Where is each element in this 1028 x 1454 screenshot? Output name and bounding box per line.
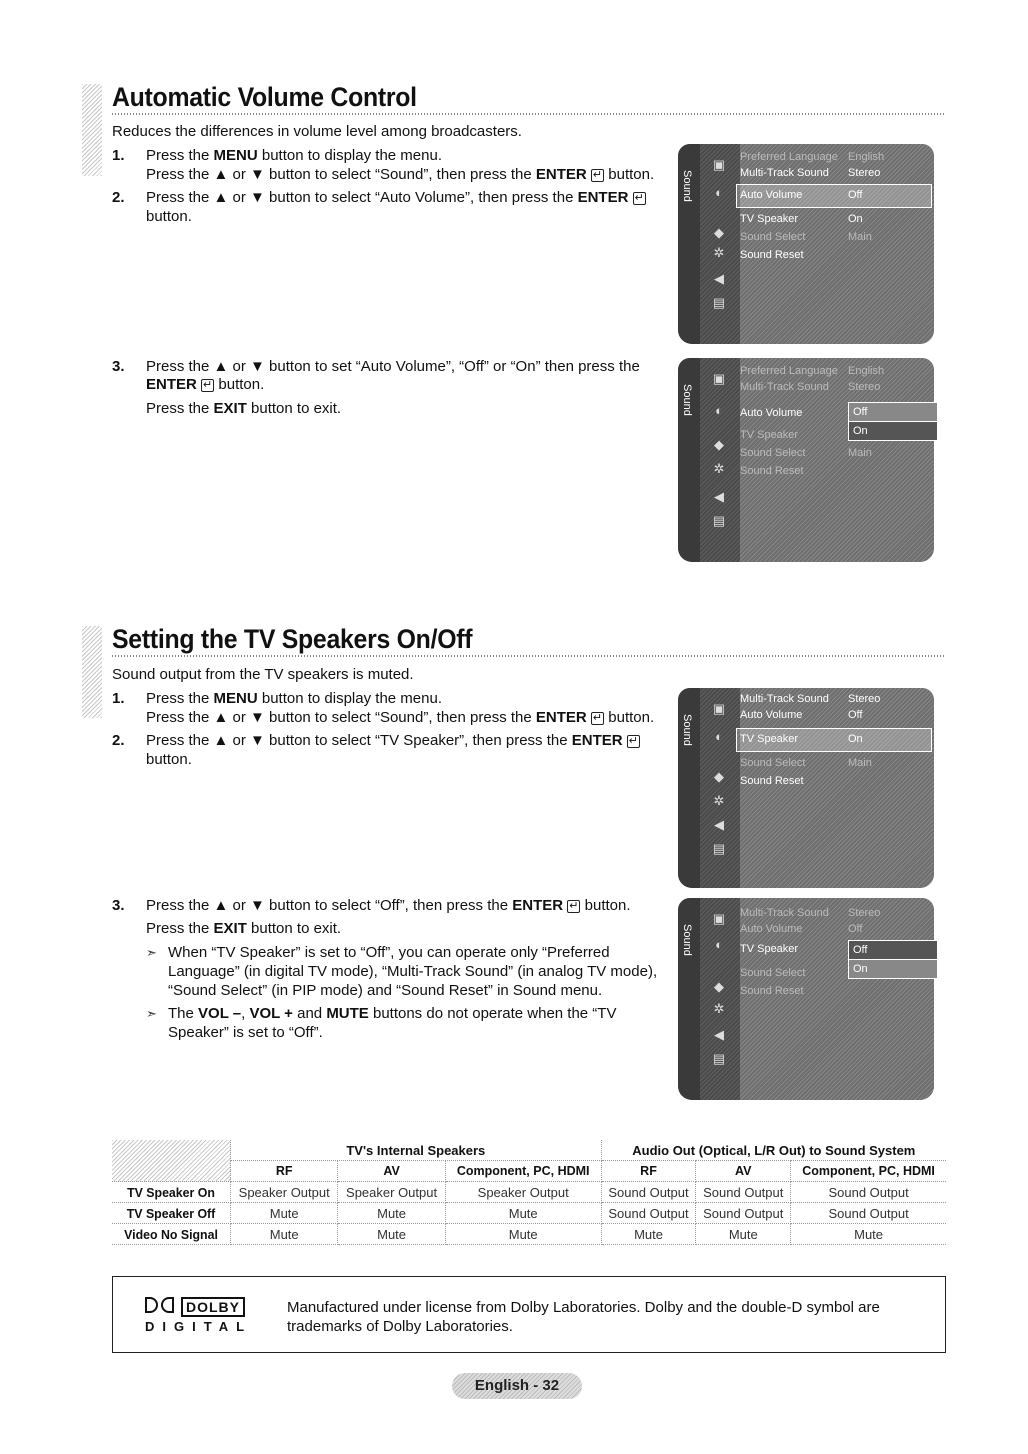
step-text: ENTER ↵ button.: [146, 376, 265, 393]
table-corner: [112, 1140, 231, 1182]
dolby-digital-text: DIGITAL: [145, 1319, 253, 1334]
table-cell: Sound Output: [696, 1203, 791, 1224]
menu-row[interactable]: Sound Reset: [740, 249, 804, 261]
table-cell: Mute: [231, 1203, 338, 1224]
menu-row-selected[interactable]: TV Speaker On: [740, 733, 863, 745]
menu-row[interactable]: Multi-Track Sound Stereo: [740, 693, 881, 705]
input-icon: ◀: [714, 817, 724, 832]
sound-icon: ◐: [715, 729, 723, 744]
table-column-header: Component, PC, HDMI: [445, 1161, 601, 1182]
option-off[interactable]: Off: [849, 403, 937, 422]
menu-row[interactable]: Sound Reset: [740, 985, 804, 997]
table-cell: Mute: [445, 1224, 601, 1245]
table-group-header: Audio Out (Optical, L/R Out) to Sound System: [601, 1140, 946, 1161]
section-marker: [82, 626, 102, 718]
step-number: 1.: [112, 147, 125, 164]
table-row: [112, 1224, 946, 1245]
option-off[interactable]: Off: [853, 944, 868, 956]
setup-icon: ✲: [713, 1001, 725, 1016]
menu-side-label: Sound: [681, 924, 693, 956]
setup-icon: ✲: [713, 793, 725, 808]
table-cell: Speaker Output: [445, 1182, 601, 1203]
table-cell: Sound Output: [696, 1182, 791, 1203]
menu-side-label: Sound: [681, 384, 693, 416]
table-row: [112, 1203, 946, 1224]
step-text: button.: [146, 208, 192, 225]
step-text: Press the ▲ or ▼ button to select “Auto Volume”, then press the ENTER ↵: [146, 189, 644, 206]
menu-row-selected[interactable]: Auto Volume Off: [740, 189, 863, 201]
menu-row[interactable]: Multi-Track Sound Stereo: [740, 381, 881, 393]
note-text: When “TV Speaker” is set to “Off”, you can operate only “Preferred: [168, 944, 610, 961]
tv-menu-screen: [678, 144, 934, 344]
table-column-header: RF: [601, 1161, 696, 1182]
menu-row[interactable]: Sound Select Main: [740, 757, 872, 769]
table-cell: Mute: [696, 1224, 791, 1245]
enter-icon: ↵: [628, 735, 638, 747]
step-text: Press the ▲ or ▼ button to select “Sound”, then press the ENTER ↵ button.: [146, 166, 655, 183]
option-popup: [848, 940, 938, 979]
setup-icon: ✲: [713, 461, 725, 476]
step-number: 3.: [112, 358, 125, 375]
table-cell: Mute: [791, 1224, 946, 1245]
speaker-output-table: [112, 1140, 946, 1245]
table-cell: Mute: [338, 1203, 445, 1224]
menu-row[interactable]: Auto Volume Off: [740, 709, 863, 721]
dolby-text: Manufactured under license from Dolby Laboratories. Dolby and the double-D symbol are: [287, 1299, 880, 1316]
table-cell: Mute: [601, 1224, 696, 1245]
note-text: “Sound Select” (in PIP mode) and “Sound Reset” in Sound menu.: [168, 982, 603, 999]
table-cell: Sound Output: [601, 1203, 696, 1224]
option-popup: [848, 402, 938, 441]
enter-icon: ↵: [203, 379, 213, 391]
sound-icon: ◐: [715, 185, 723, 200]
note-text: Language” (in digital TV mode), “Multi-Track Sound” (in analog TV mode),: [168, 963, 658, 980]
step-text: Press the EXIT button to exit.: [146, 400, 342, 417]
application-icon: ▤: [712, 295, 726, 310]
section-intro: Sound output from the TV speakers is muted.: [112, 666, 414, 683]
table-column-header: Component, PC, HDMI: [791, 1161, 946, 1182]
sound-icon: ◐: [715, 403, 723, 418]
menu-side-label: Sound: [681, 714, 693, 746]
table-column-header: AV: [338, 1161, 445, 1182]
table-cell: Mute: [445, 1203, 601, 1224]
picture-icon: ▣: [712, 701, 726, 716]
step-text: Press the ▲ or ▼ button to select “Off”, then press the ENTER ↵ button.: [146, 897, 631, 914]
menu-side-label: Sound: [681, 170, 693, 202]
menu-row-selected[interactable]: Auto Volume: [740, 407, 803, 419]
table-group-header: TV's Internal Speakers: [231, 1140, 602, 1161]
table-row-header: Video No Signal: [115, 1224, 228, 1245]
channel-icon: ◆: [714, 437, 724, 452]
table-row: [112, 1182, 946, 1203]
note-text: Speaker” is set to “Off”.: [168, 1024, 323, 1041]
menu-row-selected[interactable]: TV Speaker: [740, 943, 799, 955]
section-rule: [112, 113, 946, 115]
dolby-text: trademarks of Dolby Laboratories.: [287, 1318, 513, 1335]
setup-icon: ✲: [713, 245, 725, 260]
menu-row[interactable]: Preferred Language English: [740, 151, 885, 163]
menu-row[interactable]: Multi-Track Sound Stereo: [740, 907, 881, 919]
option-on[interactable]: On: [849, 959, 937, 978]
menu-row[interactable]: Sound Select: [740, 967, 806, 979]
channel-icon: ◆: [714, 979, 724, 994]
dolby-wordmark: DOLBY: [181, 1297, 245, 1317]
enter-icon: ↵: [634, 192, 644, 204]
table-column-header: RF: [231, 1161, 338, 1182]
application-icon: ▤: [712, 1051, 726, 1066]
menu-row[interactable]: Sound Reset: [740, 775, 804, 787]
enter-icon: ↵: [592, 169, 603, 181]
picture-icon: ▣: [712, 911, 726, 926]
step-text: Press the MENU button to display the menu.: [146, 690, 442, 707]
input-icon: ◀: [714, 1027, 724, 1042]
step-text: Press the ▲ or ▼ button to select “TV Speaker”, then press the ENTER ↵: [146, 732, 638, 749]
step-text: button.: [146, 751, 192, 768]
tv-menu-screen: [678, 358, 934, 562]
channel-icon: ◆: [714, 225, 724, 240]
step-text: Press the ▲ or ▼ button to select “Sound”, then press the ENTER ↵ button.: [146, 709, 655, 726]
dolby-notice: [112, 1276, 946, 1353]
step-text: Press the MENU button to display the menu.: [146, 147, 442, 164]
tv-menu-screen: [678, 688, 934, 888]
step-number: 2.: [112, 732, 125, 749]
input-icon: ◀: [714, 489, 724, 504]
double-d-icon: [145, 1297, 177, 1315]
table-column-header: AV: [696, 1161, 791, 1182]
menu-row[interactable]: TV Speaker On: [740, 213, 863, 225]
table-row-header: TV Speaker Off: [115, 1203, 228, 1224]
page-number: English - 32: [452, 1373, 582, 1399]
channel-icon: ◆: [714, 769, 724, 784]
menu-row[interactable]: Auto Volume Off: [740, 923, 863, 935]
sound-icon: ◐: [715, 937, 723, 952]
section-title: Setting the TV Speakers On/Off: [112, 624, 473, 654]
step-number: 1.: [112, 690, 125, 707]
menu-row[interactable]: Preferred Language English: [740, 365, 885, 377]
table-row-header: TV Speaker On: [115, 1182, 228, 1203]
application-icon: ▤: [712, 841, 726, 856]
menu-row[interactable]: Sound Select Main: [740, 231, 872, 243]
enter-icon: ↵: [569, 900, 579, 912]
step-text: Press the ▲ or ▼ button to set “Auto Volume”, “Off” or “On” then press the: [146, 358, 640, 375]
application-icon: ▤: [712, 513, 726, 528]
table-cell: Speaker Output: [231, 1182, 338, 1203]
section-rule: [112, 655, 946, 657]
table-cell: Mute: [231, 1224, 338, 1245]
menu-row[interactable]: Sound Select Main: [740, 447, 872, 459]
note-arrow-icon: ➣: [146, 1006, 157, 1021]
table-cell: Mute: [338, 1224, 445, 1245]
menu-row[interactable]: Sound Reset: [740, 465, 804, 477]
section-marker: [82, 84, 102, 176]
option-on[interactable]: On: [853, 425, 868, 437]
section-intro: Reduces the differences in volume level among broadcasters.: [112, 123, 522, 140]
menu-row[interactable]: Multi-Track Sound Stereo: [740, 167, 881, 179]
dolby-logo: [145, 1297, 265, 1337]
picture-icon: ▣: [712, 157, 726, 172]
picture-icon: ▣: [712, 371, 726, 386]
section-title: Automatic Volume Control: [112, 82, 417, 112]
enter-icon: ↵: [592, 712, 603, 724]
table-cell: Sound Output: [601, 1182, 696, 1203]
step-text: Press the EXIT button to exit.: [146, 920, 342, 937]
tv-menu-screen: [678, 898, 934, 1100]
table-cell: Sound Output: [791, 1203, 946, 1224]
menu-row[interactable]: TV Speaker: [740, 429, 799, 441]
step-number: 3.: [112, 897, 125, 914]
input-icon: ◀: [714, 271, 724, 286]
note-text: The VOL –, VOL + and MUTE buttons do not operate when the “TV: [168, 1005, 617, 1022]
table-cell: Sound Output: [791, 1182, 946, 1203]
step-number: 2.: [112, 189, 125, 206]
note-arrow-icon: ➣: [146, 945, 157, 960]
table-cell: Speaker Output: [338, 1182, 445, 1203]
